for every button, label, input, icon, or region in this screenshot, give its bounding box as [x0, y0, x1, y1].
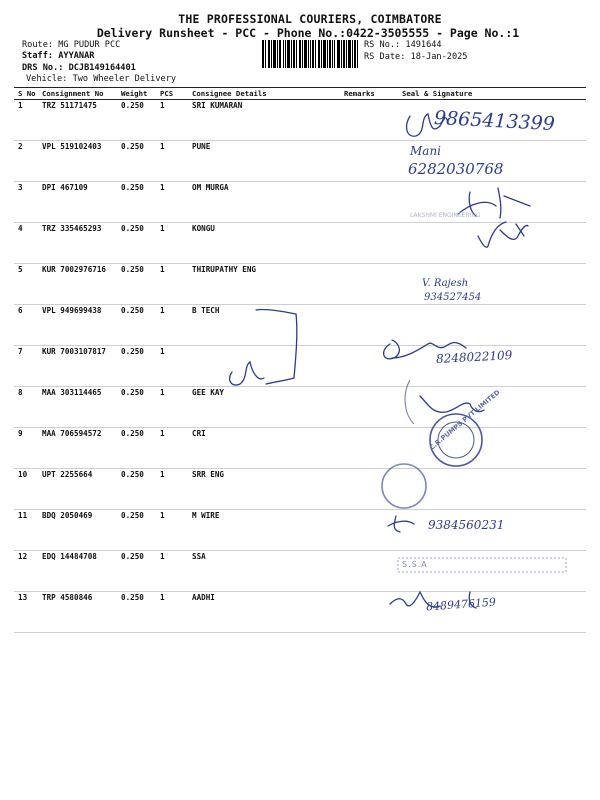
col-consignee: Consignee Details — [192, 89, 267, 98]
handwritten-phone-11: 9384560231 — [428, 518, 505, 532]
vehicle-label: Vehicle: Two Wheeler Delivery — [26, 74, 177, 84]
handwritten-phone-1: 9865413399 — [433, 106, 556, 136]
row-consignment: TRZ 51171475 — [42, 101, 97, 110]
row-weight: 0.250 — [121, 429, 144, 438]
row-sno: 3 — [18, 183, 23, 192]
handwritten-phone-5: 934527454 — [424, 292, 482, 303]
round-stamp-text: C.R.PUMPS PVT LIMITED — [427, 388, 502, 452]
row-sno: 12 — [18, 552, 28, 561]
table-row — [14, 222, 586, 264]
barcode — [262, 40, 358, 68]
table-row — [14, 550, 586, 592]
row-sno: 5 — [18, 265, 23, 274]
row-pcs: 1 — [160, 552, 165, 561]
col-consignment: Consignment No — [42, 89, 104, 98]
handwritten-name-5: V. Rajesh — [422, 278, 469, 289]
row-consignment: MAA 303114465 — [42, 388, 102, 397]
row-weight: 0.250 — [121, 142, 144, 151]
runsheet-subtitle: Delivery Runsheet - PCC - Phone No.:0422-3505555 - Page No.:1 — [96, 26, 520, 40]
row-consignee: OM MURGA — [192, 183, 229, 192]
row-consignee: AADHI — [192, 593, 215, 602]
row-sno: 11 — [18, 511, 28, 520]
row-consignment: TRP 4580846 — [42, 593, 93, 602]
row-consignment: VPL 519102403 — [42, 142, 102, 151]
drs-number: DRS No.: DCJB149164401 — [22, 63, 136, 73]
row-pcs: 1 — [160, 183, 165, 192]
row-sno: 1 — [18, 101, 23, 110]
row-weight: 0.250 — [121, 224, 144, 233]
col-remarks: Remarks — [344, 89, 375, 98]
row-sno: 4 — [18, 224, 23, 233]
row-consignment: BDQ 2050469 — [42, 511, 93, 520]
row-pcs: 1 — [160, 265, 165, 274]
row-weight: 0.250 — [121, 593, 144, 602]
row-consignment: DPI 467109 — [42, 183, 88, 192]
rs-date: RS Date: 18-Jan-2025 — [364, 52, 468, 62]
table-row — [14, 263, 586, 305]
row-consignee: SRR ENG — [192, 470, 225, 479]
staff-label: Staff: AYYANAR — [22, 51, 95, 61]
company-title: THE PROFESSIONAL COURIERS, COIMBATORE — [178, 12, 442, 26]
row-pcs: 1 — [160, 470, 165, 479]
row-consignment: MAA 706594572 — [42, 429, 102, 438]
row-consignment: TRZ 335465293 — [42, 224, 102, 233]
row-pcs: 1 — [160, 306, 165, 315]
row-pcs: 1 — [160, 142, 165, 151]
row-pcs: 1 — [160, 429, 165, 438]
row-consignment: UPT 2255664 — [42, 470, 93, 479]
row-consignee: SSA — [192, 552, 206, 561]
row-consignee: GEE KAY — [192, 388, 225, 397]
table-row — [14, 427, 586, 469]
col-weight: Weight — [121, 89, 148, 98]
route-label: Route: MG PUDUR PCC — [22, 40, 121, 50]
row-consignee: SRI KUMARAN — [192, 101, 243, 110]
table-row — [14, 591, 586, 633]
row-consignee: KONGU — [192, 224, 215, 233]
row-weight: 0.250 — [121, 388, 144, 397]
row-pcs: 1 — [160, 593, 165, 602]
handwritten-phone-2: 6282030768 — [408, 160, 504, 178]
row-weight: 0.250 — [121, 306, 144, 315]
handwritten-phone-13: 8489476159 — [425, 595, 497, 614]
row-consignment: VPL 949699438 — [42, 306, 102, 315]
row-weight: 0.250 — [121, 347, 144, 356]
row-consignee: THIRUPATHY ENG — [192, 265, 257, 274]
table-row — [14, 304, 586, 346]
row-consignee: B TECH — [192, 306, 220, 315]
row-weight: 0.250 — [121, 265, 144, 274]
handwritten-phone-7: 8248022109 — [435, 348, 513, 366]
row-sno: 6 — [18, 306, 23, 315]
row-pcs: 1 — [160, 101, 165, 110]
row-weight: 0.250 — [121, 470, 144, 479]
table-row — [14, 181, 586, 223]
row-weight: 0.250 — [121, 183, 144, 192]
row-pcs: 1 — [160, 511, 165, 520]
col-sno: S No — [18, 89, 36, 98]
col-signature: Seal & Signature — [402, 89, 473, 98]
row-consignment: KUR 7002976716 — [42, 265, 107, 274]
row-consignment: KUR 7003107817 — [42, 347, 107, 356]
table-row — [14, 468, 586, 510]
row-pcs: 1 — [160, 347, 165, 356]
ssa-stamp-text: S.S.A — [402, 560, 428, 569]
faded-stamp-text: LAKSHMI ENGINEERING — [410, 212, 481, 219]
row-consignee: M WIRE — [192, 511, 220, 520]
row-sno: 2 — [18, 142, 23, 151]
col-pcs: PCS — [160, 89, 174, 98]
row-sno: 8 — [18, 388, 23, 397]
row-consignee: PUNE — [192, 142, 211, 151]
row-weight: 0.250 — [121, 101, 144, 110]
row-weight: 0.250 — [121, 511, 144, 520]
handwritten-name-2: Mani — [410, 144, 442, 158]
rs-number: RS No.: 1491644 — [364, 40, 442, 50]
row-consignment: EDQ 14484708 — [42, 552, 97, 561]
row-pcs: 1 — [160, 224, 165, 233]
row-pcs: 1 — [160, 388, 165, 397]
row-sno: 7 — [18, 347, 23, 356]
row-sno: 10 — [18, 470, 28, 479]
row-weight: 0.250 — [121, 552, 144, 561]
row-consignee: CRI — [192, 429, 206, 438]
row-sno: 9 — [18, 429, 23, 438]
row-sno: 13 — [18, 593, 28, 602]
